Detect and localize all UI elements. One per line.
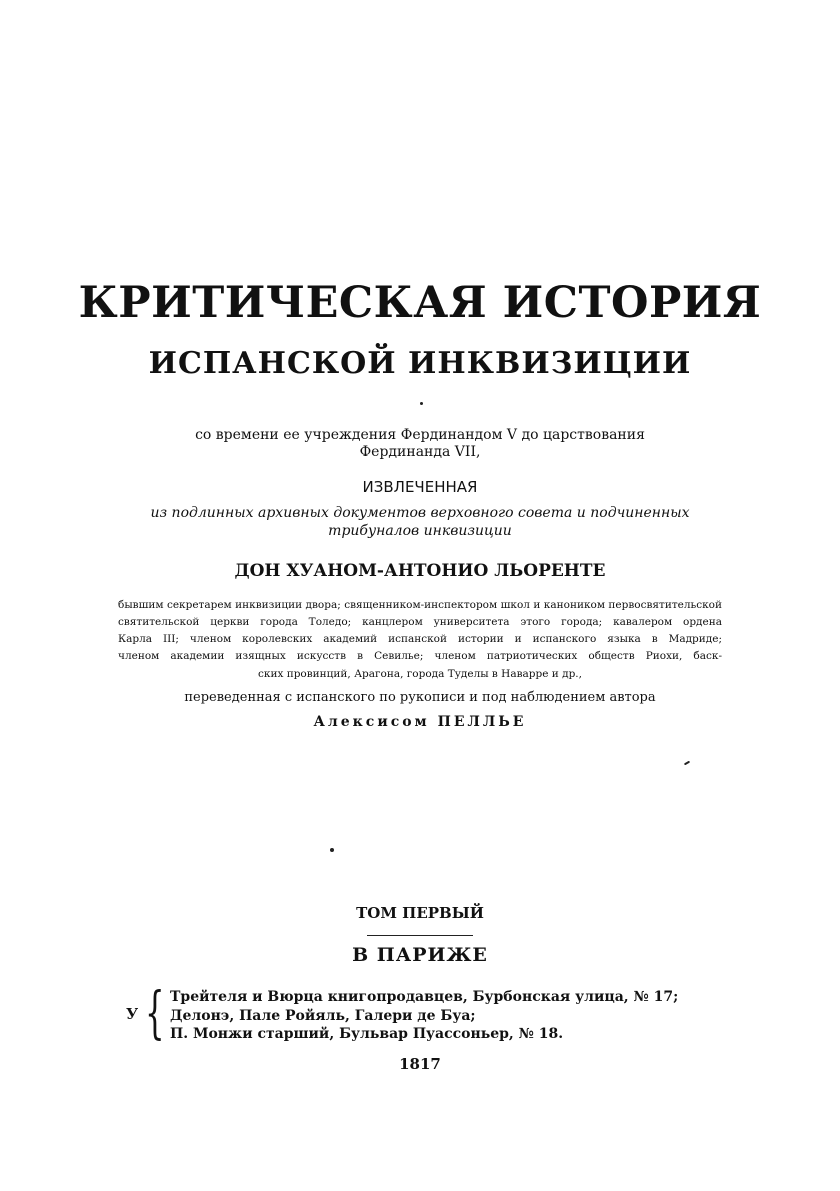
credentials-line-1: бывшим секретарем инквизиции двора; священником-инспектором школ и каноником первосвятительской (118, 599, 722, 611)
credentials-line-2: святительской церкви города Толедо; канцлером университета этого города; кавалером ордена (118, 616, 722, 628)
extracted-label: ИЗВЛЕЧЕННАЯ (362, 478, 478, 496)
credentials-line-4: членом академии изящных искусств в Севилье; членом патриотических обществ Риохи, баск- (118, 650, 722, 662)
subtitle-line-2: Фердинанда VII, (359, 444, 481, 460)
publisher-line-3: П. Монжи старший, Бульвар Пуассоньер, № 18. (170, 1026, 564, 1042)
source-line-2: трибуналов инквизиции (328, 523, 512, 539)
book-title-line-2: ИСПАНСКОЙ ИНКВИЗИЦИИ (148, 346, 692, 381)
publisher-line-1: Трейтеля и Вюрца книгопродавцев, Бурбонская улица, № 17; (170, 989, 679, 1005)
place-label: В ПАРИЖЕ (352, 944, 488, 966)
publisher-line-2: Делонэ, Пале Ройяль, Галери де Буа; (170, 1008, 476, 1024)
divider-rule (367, 935, 473, 936)
volume-label: ТОМ ПЕРВЫЙ (356, 904, 484, 922)
brace-icon: { (145, 981, 165, 1046)
book-title-line-1: КРИТИЧЕСКАЯ ИСТОРИЯ (78, 278, 762, 328)
subtitle-line-1: со времени ее учреждения Фердинандом V до царствования (195, 427, 645, 443)
print-speck (420, 402, 423, 405)
publication-year: 1817 (399, 1055, 441, 1073)
source-line-1: из подлинных архивных документов верховного совета и подчиненных (150, 505, 690, 521)
translator-name: Алексисом ПЕЛЛЬЕ (313, 714, 527, 730)
print-speck (330, 848, 334, 852)
author-name: ДОН ХУАНОМ-АНТОНИО ЛЬОРЕНТЕ (234, 561, 606, 581)
credentials-line-3: Карла III; членом королевских академий испанской истории и испанского языка в Мадриде; (118, 633, 722, 645)
credentials-line-5: ских провинций, Арагона, города Туделы в Наварре и др., (258, 668, 582, 680)
print-speck (684, 761, 690, 766)
publishers-prefix: У (126, 1005, 139, 1023)
translation-note: переведенная с испанского по рукописи и под наблюдением автора (184, 690, 656, 705)
